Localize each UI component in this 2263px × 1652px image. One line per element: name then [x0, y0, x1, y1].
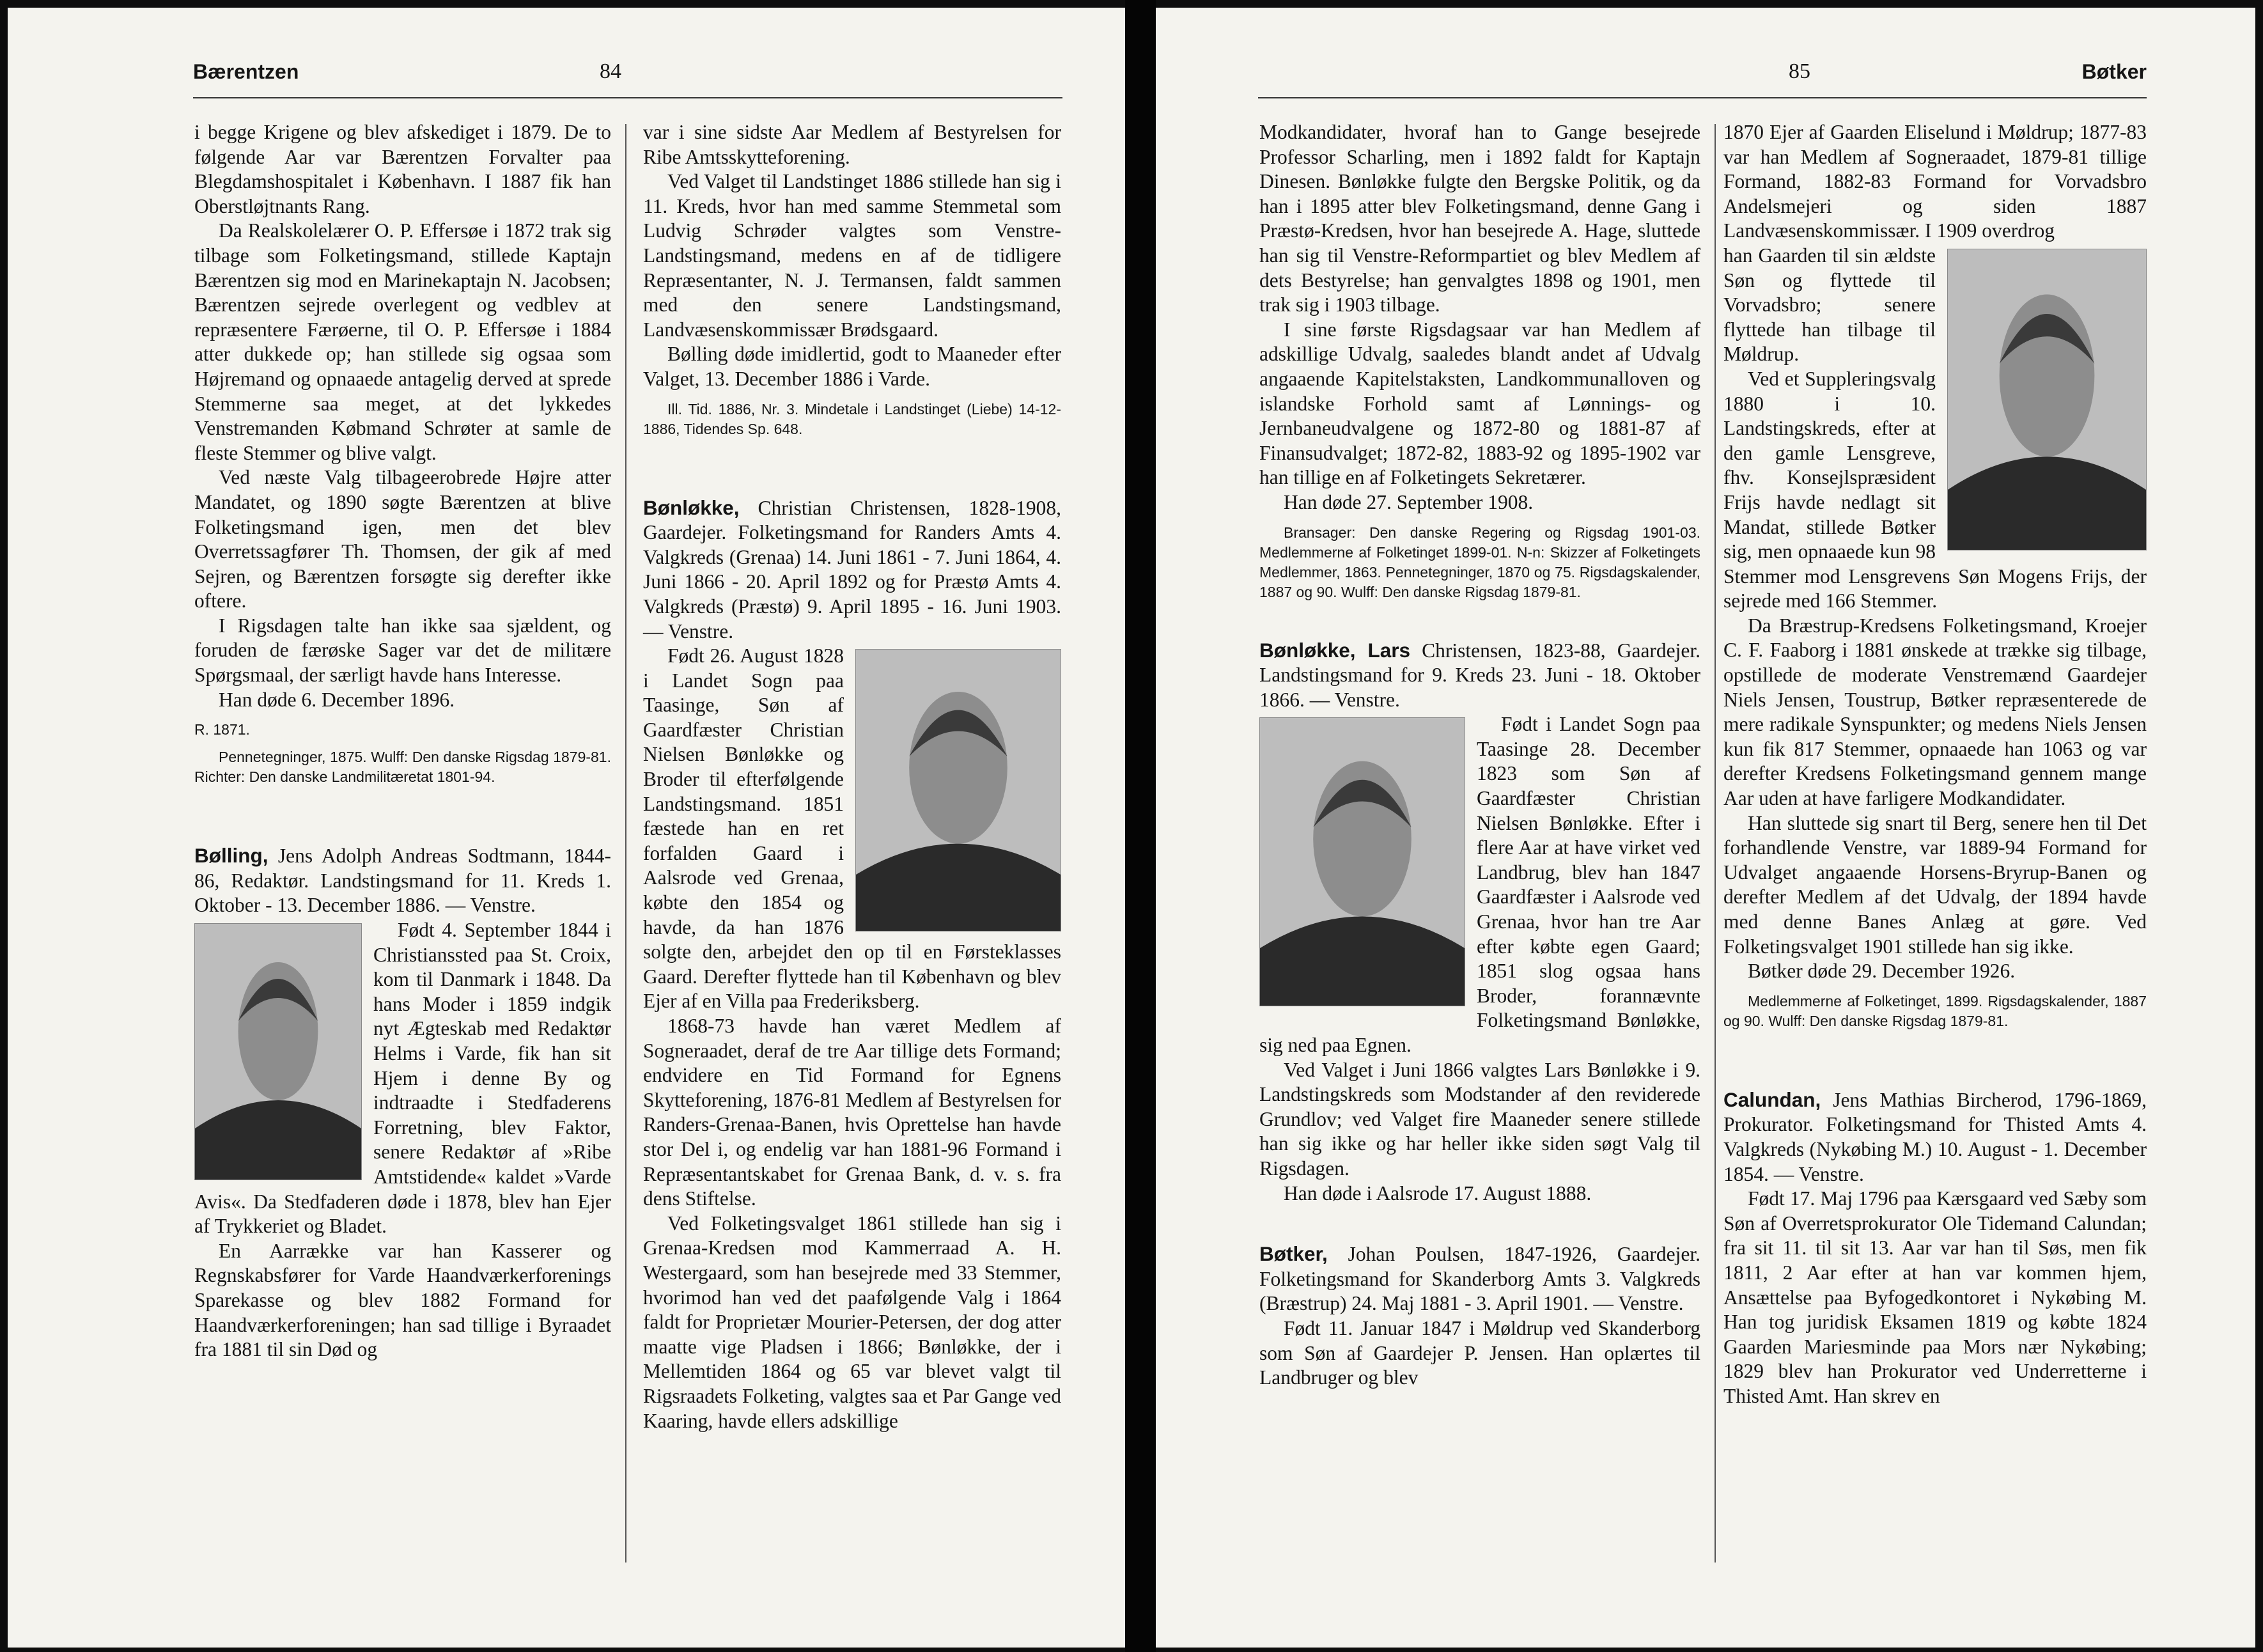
body-paragraph: Født 4. September 1844 i Christianssted paa St. Croix, kom til Danmark i 1848. Da hans Moder i 1859 indgik nyt Ægteskab med Redaktør Helms i Varde, fik han sit Hjem i denne By og indtraadte i Stedfaderens Forretning, blev Faktor, senere Redaktør af »Ribe Amtstidende« kaldet »Varde Avis«. Da Stedfaderen døde i 1878, blev han Ejer af Trykkeriet og Bladet. [194, 919, 611, 1238]
body-paragraph: Han døde i Aalsrode 17. August 1888. [1284, 1181, 1592, 1204]
right-header-rule [1258, 97, 2147, 98]
left-header [193, 52, 704, 91]
body-paragraph: 1870 Ejer af Gaarden Eliselund i Møldrup; 1877-83 var han Medlem af Sogneraadet, 1879-81 tillige Formand, 1882-83 Formand for Vorvadsbro Andelsmejeri og siden 1887 Landvæsenskommissær. I 1909 overdrog [1723, 121, 2147, 242]
body-paragraph: Født 17. Maj 1796 paa Kærsgaard ved Sæby som Søn af Overretsprokurator Ole Tidemand Calundan; fra sit 11. til sit 13. Aar var han til Søs, men fik 1811, 2 Aar efter at han var kommen hjem, Ansættelse paa Byfogedkontoret i Nykøbing M. Han tog juridisk Eksamen 1819 og købte 1824 Gaarden Mariesminde paa Mors nær Nykøbing; 1829 blev han Prokurator ved Underretterne i Thisted Amt. Han skrev en [1723, 1187, 2147, 1407]
entry-heading [1723, 1087, 2147, 1187]
right-column-2 [1723, 120, 2147, 1409]
body-paragraph: Født 26. August 1828 i Landet Sogn paa Taasinge, Søn af Gaardfæster Christian Nielsen Bønløkke og Broder til efterfølgende Landstingsmand. 1851 fæstede han en ret forfalden Gaard i Aalsrode ved Grenaa, købte den 1854 og havde, da han 1876 solgte den, arbejdet den op til en Førsteklasses Gaard. Derefter flyttede han til København og blev Ejer af en Villa paa Frederiksberg. [643, 644, 1061, 1013]
body-paragraph: Han døde 27. September 1908. [1284, 490, 1534, 513]
left-header-rule [193, 97, 1062, 98]
left-column-1 [194, 120, 611, 1362]
book-gutter [1125, 0, 1156, 1652]
right-header [1258, 52, 2147, 91]
section-spacer [1259, 1206, 1700, 1242]
portrait-bolling [194, 923, 362, 1180]
right-column-divider [1715, 124, 1716, 1562]
body-paragraph: Ved næste Valg tilbageerobrede Højre atter Mandatet, og 1890 søgte Bærentzen at blive Folketingsmand igen, men det blev Overretssagfører Th. Thomsen, der gik af med Sejren, og Bærentzen forsøgte sig derefter ikke oftere. [194, 466, 611, 612]
body-paragraph: 1868-73 havde han været Medlem af Sogneraadet, deraf de tre Aar tillige dets Formand; endvidere en Tid Formand for Egnens Skytteforening, 1876-81 Medlem af Bestyrelsen for Randers-Grenaa-Banen, hvis Oprettelse han havde stor Del i, og endelig var han 1881-96 Formand i Repræsentantskabet for Grenaa Bank, d. v. s. fra dens Stiftelse. [643, 1015, 1061, 1210]
body-paragraph: Ved et Suppleringsvalg 1880 i 10. Landstingskreds, efter at den gamle Lensgreve, fhv. Konsejlspræsident Frijs havde nedlagt sit Mandat, stillede Bøtker sig, men opnaaede kun 98 Stemmer mod Lensgrevens Søn Mogens Frijs, der sejrede med 166 Stemmer. [1723, 367, 2147, 612]
entry-summary: Jens Mathias Bircherod, 1796-1869, Prokurator. Folketingsmand for Thisted Amts 4. Valgkreds (Nykøbing M.) 10. August - 1. December 1854. — Venstre. [1723, 1088, 2147, 1185]
left-column-divider [625, 124, 626, 1562]
section-spacer [1723, 1031, 2147, 1087]
body-paragraph: Født i Landet Sogn paa Taasinge 28. December 1823 som Søn af Gaardfæster Christian Nielsen Bønløkke. Efter i flere Aar at have virket ved Landbrug, blev han 1847 Gaardfæster i Aalsrode ved Grenaa, hvor han tre Aar efter købte egen Gaard; 1851 slog ogsaa hans Broder, forannævnte Folketingsmand Bønløkke, sig ned paa Egnen. [1259, 713, 1700, 1056]
section-spacer [643, 439, 1061, 495]
entry-name: Bølling, [194, 844, 268, 868]
entry-heading [1259, 638, 1700, 713]
right-page-number: 85 [1789, 59, 1810, 83]
source-note: Ill. Tid. 1886, Nr. 3. Mindetale i Landstinget (Liebe) 14-12-1886, Tidendes Sp. 648. [643, 400, 1061, 437]
body-paragraph: Han sluttede sig snart til Berg, senere hen til Det forhandlende Venstre, var 1889-94 Formand for Udvalget angaaende Horsens-Bryrup-Banen og derefter Medlem af det Udvalg, der 1894 havde med denne Banes Anlæg at gøre. Ved Folketingsvalget 1901 stillede han sig ikke. [1723, 811, 2147, 958]
body-paragraph: Bøtker døde 29. December 1926. [1748, 960, 2016, 983]
entry-summary: Christensen, 1823-88, Gaardejer. Landstingsmand for 9. Kreds 23. Juni - 18. Oktober 1866. — Venstre. [1259, 639, 1701, 711]
body-paragraph: Ved Folketingsvalget 1861 stillede han sig i Grenaa-Kredsen mod Kammerraad A. H. Westergaard, som han besejrede med 33 Stemmer, hvorimod han ved det paafølgende Valg i 1864 faldt for Proprietær Mourier-Petersen, der dog atter maatte vige Pladsen i 1866; Bønløkke, der i Mellemtiden 1864 og 65 var blevet valgt til Rigsraadets Folketing, valgtes saa et Par Gange ved Kaaring, havde ellers adskillige [643, 1212, 1061, 1432]
left-page [8, 8, 1125, 1648]
entry-name: Bønløkke, [643, 495, 740, 519]
section-spacer [1259, 602, 1700, 638]
body-paragraph: Født 11. Januar 1847 i Møldrup ved Skanderborg som Søn af Gaardejer P. Jensen. Han oplærtes til Landbruger og blev [1259, 1316, 1700, 1389]
source-note: R. 1871. [194, 721, 250, 738]
body-paragraph: I Rigsdagen talte han ikke saa sjældent, og foruden de færøske Sager var det de militære Spørgsmaal, der særligt havde hans Interesse. [194, 614, 611, 687]
right-header-name: Bøtker [2081, 60, 2147, 83]
right-page [1156, 8, 2255, 1648]
body-paragraph: Ved Valget til Landstinget 1886 stillede han sig i 11. Kreds, hvor han med samme Stemmetal som Ludvig Schrøder valgtes som Venstre-Landstingsmand, medens en af de tidligere Repræsentanter, N. J. Termansen, faldt sammen med den senere Landstingsmand, Landvæsenskommissær Brødsgaard. [643, 170, 1061, 341]
entry-name: Bøtker, [1259, 1242, 1328, 1266]
entry-summary: Christian Christensen, 1828-1908, Gaardejer. Folketingsmand for Randers Amts 4. Valgkreds (Grenaa) 14. Juni 1861 - 7. Juni 1864, 4. Juni 1866 - 20. April 1892 og for Præstø Amts 4. Valgkreds (Præstø) 9. April 1895 - 16. Juni 1903. — Venstre. [643, 496, 1061, 643]
source-note: Pennetegninger, 1875. Wulff: Den danske Rigsdag 1879-81. Richter: Den danske Landmilitæretat 1801-94. [194, 749, 611, 786]
left-header-name: Bærentzen [193, 60, 299, 83]
body-paragraph: En Aarrække var han Kasserer og Regnskabsfører for Varde Haandværkerforenings Sparekasse og blev 1882 Formand for Haandværkerforeningen; han sad tillige i Byraadet fra 1881 til sin Død og [194, 1239, 611, 1361]
body-paragraph: i begge Krigene og blev afskediget i 1879. De to følgende Aar var Bærentzen Forvalter paa Blegdamshospitalet i København. I 1887 fik han Oberstløjtnants Rang. [194, 121, 611, 217]
body-paragraph: Modkandidater, hvoraf han to Gange besejrede Professor Scharling, men i 1892 faldt for Kaptajn Dinesen. Bønløkke fulgte den Bergske Politik, og da han i 1895 atter blev Folketingsmand, denne Gang i Præstø-Kredsen, hvor han besejrede A. Hage, sluttede han sig til Venstre-Reformpartiet og blev Medlem af dets Bestyrelse; han genvalgtes 1898 og 1901, men trak sig i 1903 tilbage. [1259, 121, 1700, 316]
body-paragraph: I sine første Rigsdagsaar var han Medlem af adskillige Udvalg, saaledes blandt andet af Udvalg angaaende Kapitelstaksten, Landkommunalloven og islandske Forhold samt af Lønnings- og Jernbaneudvalgene og 1872-80 og 1881-87 af Finansudvalget; 1872-82, 1883-92 og 1895-1902 var han tillige en af Folketingets Sekretærer. [1259, 318, 1700, 489]
body-paragraph: Bølling døde imidlertid, godt to Maaneder efter Valget, 13. December 1886 i Varde. [643, 343, 1061, 390]
body-paragraph: Ved Valget i Juni 1866 valgtes Lars Bønløkke i 9. Landstingskreds som Modstander af den reviderede Grundlov; ved Valget fire Maaneder senere stillede han sig ikke og har heller ikke siden søgt Valg til Rigsdagen. [1259, 1058, 1700, 1180]
body-paragraph: Han døde 6. December 1896. [219, 688, 455, 711]
source-note: Medlemmerne af Folketinget, 1899. Rigsdagskalender, 1887 og 90. Wulff: Den danske Rigsdag 1879-81. [1723, 992, 2147, 1029]
body-paragraph: Da Bræstrup-Kredsens Folketingsmand, Kroejer C. F. Faaborg i 1881 ønskede at trække sig tilbage, opstillede de moderate Venstremænd Gaardejer Niels Jensen, Toustrup, Bøtker repræsenterede de mere radikale Synspunkter; og medens Niels Jensen kun fik 817 Stemmer, opnaaede han 1063 og var derefter Kredsens Folketingsmand gennem mange Aar uden at have farligere Modkandidater. [1723, 614, 2147, 810]
entry-summary: Jens Adolph Andreas Sodtmann, 1844-86, Redaktør. Landstingsmand for 11. Kreds 1. Oktober - 13. December 1886. — Venstre. [194, 845, 611, 917]
left-column-2 [643, 120, 1061, 1433]
entry-summary: Johan Poulsen, 1847-1926, Gaardejer. Folketingsmand for Skanderborg Amts 3. Valgkreds (Bræstrup) 24. Maj 1881 - 3. April 1901. — Venstre. [1259, 1243, 1700, 1315]
body-paragraph: han Gaarden til sin ældste Søn og flyttede til Vorvadsbro; senere flyttede han tilbage til Møldrup. [1723, 244, 1936, 366]
right-column-1 [1259, 120, 1700, 1391]
entry-name: Calundan, [1723, 1087, 1821, 1111]
body-paragraph: Da Realskolelærer O. P. Effersøe i 1872 trak sig tilbage som Folketingsmand, stillede Kaptajn Bærentzen sig mod en Marinekaptajn N. Jacobsen; Bærentzen sejrede overlegent og vedblev at repræsentere Færøerne, til O. P. Effersøe i 1884 atter dukkede op; han stillede sig ogsaa som Højremand og opnaaede antagelig derved at sprede Stemmerne saa meget, at det lykkedes Venstremanden Købmand Schrøter at samle de fleste Stemmer og blive valgt. [194, 219, 611, 464]
portrait-christian-bonlokke [855, 649, 1061, 931]
portrait-lars-bonlokke [1259, 717, 1465, 1006]
entry-heading [1259, 1242, 1700, 1316]
body-paragraph: var i sine sidste Aar Medlem af Bestyrelsen for Ribe Amtsskytteforening. [643, 121, 1061, 168]
entry-heading [643, 495, 1061, 644]
portrait-botker [1947, 249, 2147, 550]
source-note: Bransager: Den danske Regering og Rigsdag 1901-03. Medlemmerne af Folketinget 1899-01. N-n: Skizzer af Folketingets Medlemmer, 1863. Pennetegninger, 1870 og 75. Rigsdagskalender, 1887 og 90. Wulff: Den danske Rigsdag 1879-81. [1259, 524, 1700, 600]
section-spacer [194, 787, 611, 843]
left-page-number: 84 [600, 59, 621, 83]
entry-heading [194, 843, 611, 918]
entry-name: Bønløkke, Lars [1259, 638, 1411, 662]
